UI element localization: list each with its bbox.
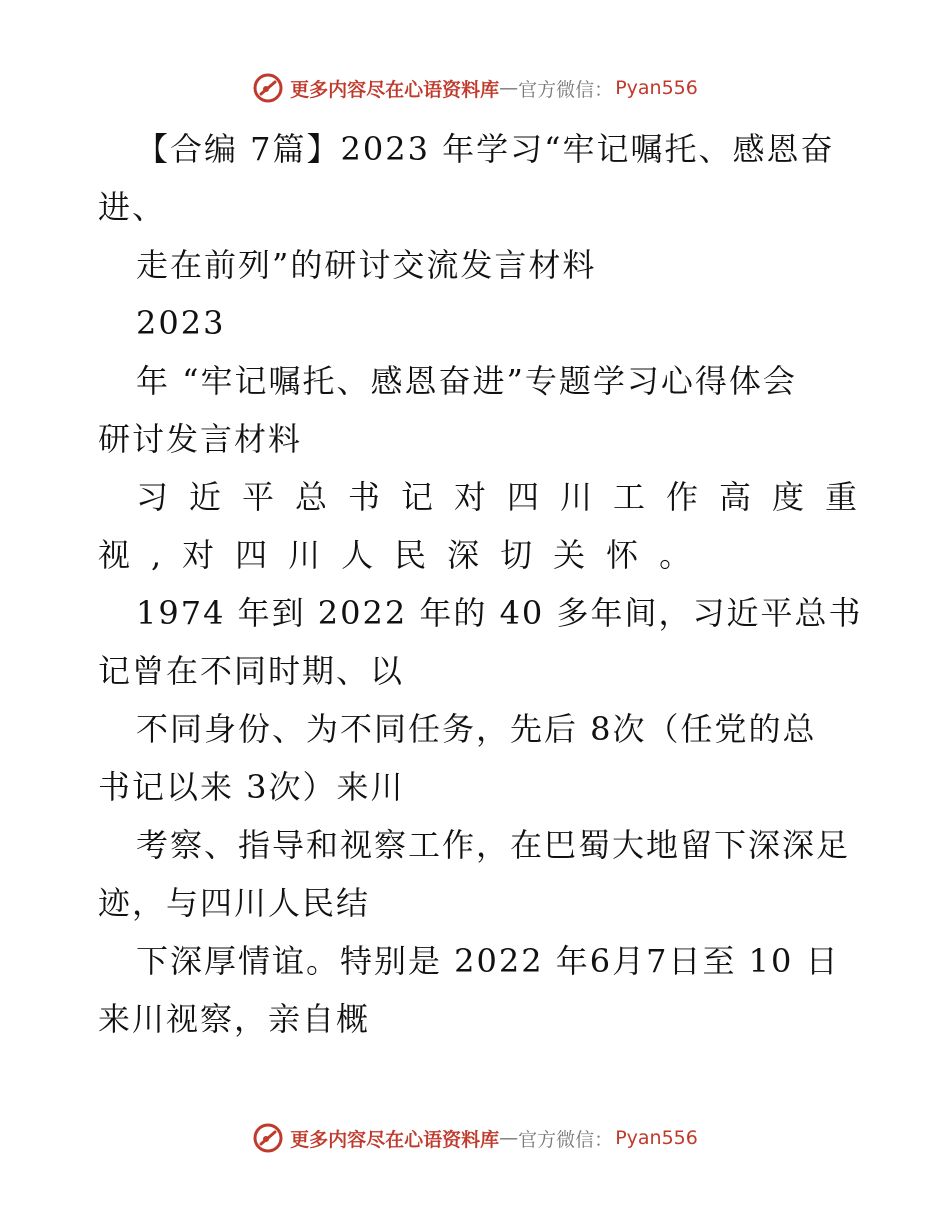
- doc-title-line: 进、: [98, 188, 167, 226]
- paragraph-line: 迹，与四川人民结: [98, 884, 371, 922]
- header-watermark: [0, 72, 950, 104]
- paragraph-line: 来川视察，亲自概: [98, 1000, 371, 1038]
- watermark-handle: Pyan556: [615, 1127, 698, 1149]
- paragraph-line: 考察、指导和视察工作，在巴蜀大地留下深深足: [136, 826, 851, 864]
- doc-title-line: 走在前列”的研讨交流发言材料: [136, 246, 597, 284]
- watermark-separator: —: [499, 1127, 519, 1149]
- watermark-text: 更多内容尽在心语资料库: [290, 78, 500, 101]
- paragraph-line: 习近平总书记对四川工作高度重: [136, 478, 879, 516]
- doc-title-line: 【合编 7篇】2023 年学习“牢记嘱托、感恩奋: [136, 130, 835, 168]
- watermark-label: 官方微信：: [518, 78, 614, 101]
- brand-logo-icon: [252, 1122, 284, 1154]
- paragraph-line: 不同身份、为不同任务，先后 8次（任党的总: [136, 710, 817, 748]
- paragraph-line: 视,对四川人民深切关怀。: [98, 536, 713, 574]
- paragraph-line: 下深厚情谊。特别是 2022 年6月7日至 10 日: [136, 942, 840, 980]
- watermark-label: 官方微信：: [518, 1128, 614, 1151]
- doc-subtitle-line: 研讨发言材料: [98, 420, 303, 458]
- watermark-separator: —: [499, 77, 519, 99]
- paragraph-line: 记曾在不同时期、以: [98, 652, 405, 690]
- paragraph-line: 书记以来 3次）来川: [98, 768, 405, 806]
- doc-subtitle-line: 2023: [136, 304, 226, 342]
- paragraph-line: 1974 年到 2022 年的 40 多年间，习近平总书: [136, 594, 863, 632]
- footer-watermark: [0, 1122, 950, 1154]
- watermark-handle: Pyan556: [615, 77, 698, 99]
- doc-subtitle-line: 年 “牢记嘱托、感恩奋进”专题学习心得体会: [136, 362, 797, 400]
- brand-logo-icon: [252, 72, 284, 104]
- document-body: [98, 120, 879, 1048]
- watermark-text: 更多内容尽在心语资料库: [290, 1128, 500, 1151]
